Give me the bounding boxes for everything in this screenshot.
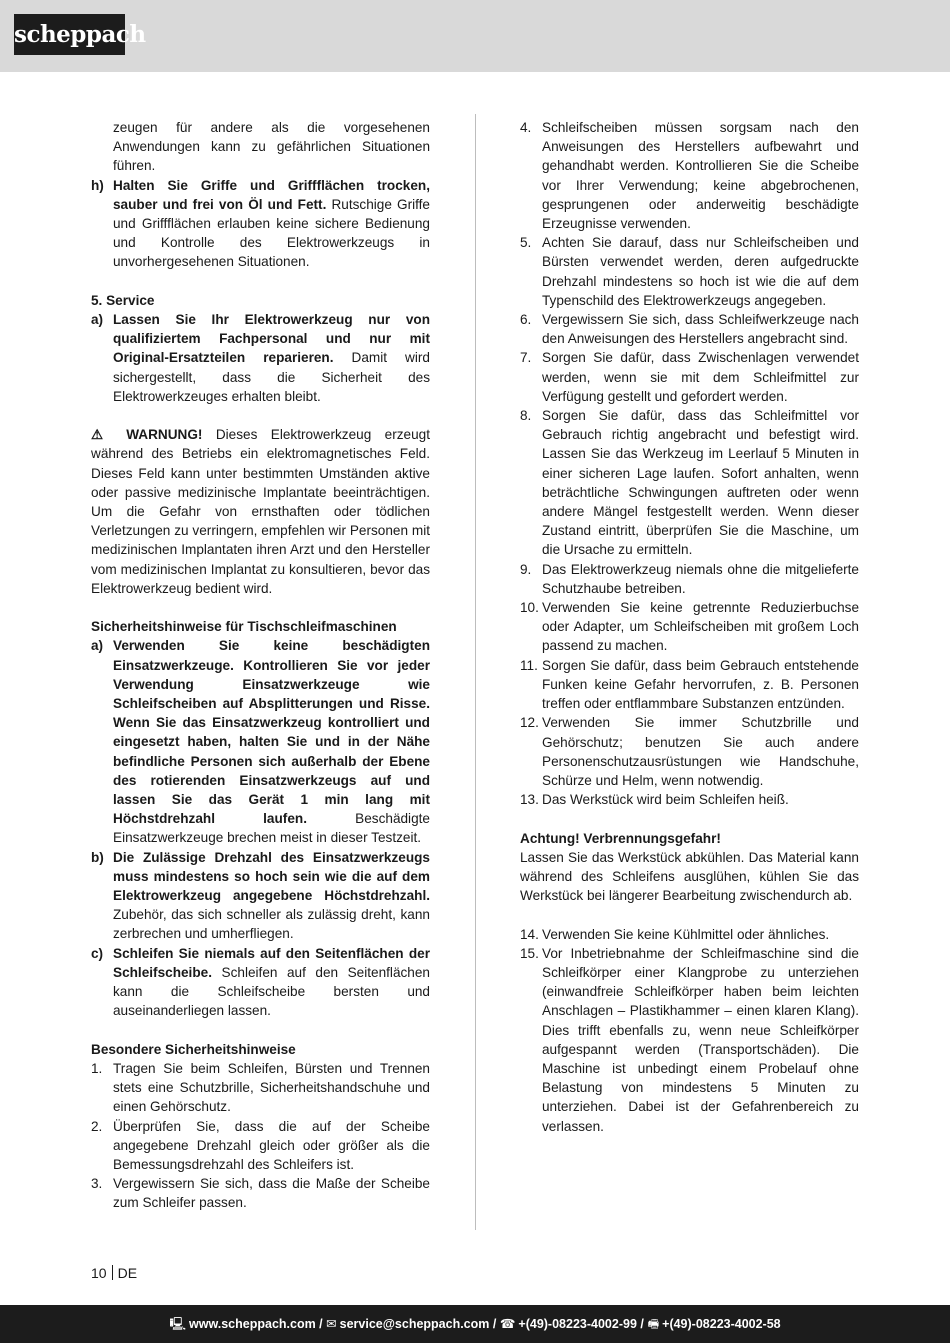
item-text: Vor Inbetriebnahme der Schleifmaschine sind die Schleifkörper einer Klangprobe zu unterziehen (einwandfreie Schleifkörper haben beim leichten Anschlagen – Plastikhammer – einen klaren Klang). Dies trifft ebenfalls zu, wenn neue Schleifkörper aufgespannt werden (Transportschäden). Die Maschine ist unbedingt einem Probelauf ohne Belastung von mindestens 5 Minuten zu unterziehen. Dabei ist der Gefahrenbereich zu verlassen. <box>542 945 859 1134</box>
list-item-9 <box>520 560 859 598</box>
computer-icon: 🖳 <box>169 1317 187 1331</box>
phone-icon: ☎ <box>499 1317 516 1331</box>
list-item-besondere-3 <box>91 1174 430 1212</box>
item-text: Vergewissern Sie sich, dass die Maße der Scheibe zum Schleifer passen. <box>113 1176 430 1211</box>
item-marker: a) <box>91 638 104 654</box>
item-text: Das Werkstück wird beim Schleifen heiß. <box>542 792 789 808</box>
list-item-12 <box>520 713 859 790</box>
section-heading-besondere: Besondere Sicherheitshinweise <box>91 1041 296 1057</box>
item-marker: b) <box>91 849 104 865</box>
item-marker: 6. <box>520 312 532 328</box>
list-item-4 <box>520 118 859 233</box>
scheppach-logo: scheppach <box>14 14 125 55</box>
list-item-7 <box>520 348 859 406</box>
item-marker: 5. <box>520 235 532 251</box>
item-text: Achten Sie darauf, dass nur Schleifscheiben und Bürsten verwendet werden, deren aufgedruckte Drehzahl mindestens so hoch ist wie die auf dem Typenschild des Elektrowerkzeugs angegeben. <box>542 235 859 308</box>
page-number: 10 <box>91 1265 107 1281</box>
item-bold-text: Lassen Sie Ihr Elektrowerkzeug nur von qualifiziertem Fachpersonal und nur mit Original-Ersatzteilen reparieren. <box>113 312 430 366</box>
item-text: Überprüfen Sie, dass die auf der Scheibe angegebene Drehzahl gleich oder größer als die Bemessungsdrehzahl des Schleifers ist. <box>113 1118 430 1172</box>
item-marker: h) <box>91 177 104 193</box>
item-text: Damit wird sichergestellt, dass die Sicherheit des Elektrowerkzeuges erhalten bleibt. <box>113 350 430 404</box>
item-marker: 12. <box>520 715 539 731</box>
item-text: Verwenden Sie keine Kühlmittel oder ähnliches. <box>542 926 830 942</box>
warning-paragraph <box>91 425 430 598</box>
item-marker: 9. <box>520 561 532 577</box>
item-text: Beschädigte Einsatzwerkzeuge brechen meist in dieser Testzeit. <box>113 811 430 846</box>
item-marker: 11. <box>520 657 538 673</box>
item-text: Zubehör, das sich schneller als zulässig dreht, kann zerbrechen und umherfliegen. <box>113 907 430 942</box>
item-marker: 8. <box>520 408 532 424</box>
item-text: Sorgen Sie dafür, dass das Schleifmittel vor Gebrauch richtig angebracht und befestigt wird. Lassen Sie das Werkzeug im Leerlauf 5 Minuten in einer sicheren Lage laufen. Sofort anhalten, wenn beträchtliche Schwingungen auftreten oder wenn andere Mängel festgestellt werden. Wenn dieser Zustand eintritt, überprüfen Sie die Maschine, um die Ursache zu ermitteln. <box>542 408 859 558</box>
warning-text: Dieses Elektrowerkzeug erzeugt während des Betriebs ein elektromagnetisches Feld. Dieses Feld kann unter bestimmten Umständen aktive oder passive medizinische Implantate beeinträchtigen. Um die Gefahr von ernsthaften oder tödlichen Verletzungen zu verringern, empfehlen wir Personen mit medizinischen Implantaten ihren Arzt und den Hersteller vom medizinischen Implantat zu konsultieren, bevor das Elektrowerkzeug bedient wird. <box>91 427 430 596</box>
list-item-11 <box>520 656 859 714</box>
item-marker: 3. <box>91 1176 103 1192</box>
section-heading-achtung: Achtung! Verbrennungsgefahr! <box>520 830 721 846</box>
right-column <box>520 118 859 1136</box>
item-marker: 1. <box>91 1060 103 1076</box>
list-item-10 <box>520 598 859 656</box>
list-item-tisch-a <box>91 636 430 847</box>
item-marker: 14. <box>520 926 539 942</box>
page-number-area <box>91 1264 137 1283</box>
item-marker: 15. <box>520 945 539 961</box>
section-heading-tischschleif: Sicherheitshinweise für Tischschleifmaschinen <box>91 619 397 635</box>
item-text: Schleifen auf den Seitenflächen kann die Schleifscheibe bersten und auseinanderliegen lassen. <box>113 964 430 1019</box>
item-text: Rutschige Griffe und Griffflächen erlauben keine sichere Bedienung und Kontrolle des Elektrowerkzeugs in unvorhergesehenen Situationen. <box>113 196 430 270</box>
footer-email[interactable]: service@scheppach.com / <box>339 1317 497 1331</box>
item-marker: 2. <box>91 1118 103 1134</box>
list-item-tisch-b <box>91 848 430 944</box>
list-item-h <box>91 176 430 272</box>
list-item-13 <box>520 790 859 809</box>
item-marker: c) <box>91 945 104 961</box>
column-divider <box>475 114 476 1230</box>
achtung-text: Lassen Sie das Werkstück abkühlen. Das Material kann während des Schleifens ausglühen, kühlen Sie das Werkstück bei längerer Bearbeitung zwischendurch ab. <box>520 849 859 904</box>
list-item-14 <box>520 925 859 944</box>
item-marker: 4. <box>520 120 532 135</box>
list-item-5 <box>520 233 859 310</box>
page-language: DE <box>117 1265 138 1281</box>
list-item-besondere-1 <box>91 1059 430 1117</box>
item-marker: 10. <box>520 600 539 616</box>
item-text: Das Elektrowerkzeug niemals ohne die mitgelieferte Schutzhaube betreiben. <box>542 561 859 596</box>
contact-footer <box>0 1305 950 1343</box>
item-marker: a) <box>91 312 104 328</box>
page-header <box>0 0 950 72</box>
list-item-15 <box>520 944 859 1136</box>
item-bold-text: Halten Sie Griffe und Griffflächen trocken, sauber und frei von Öl und Fett. <box>113 177 430 212</box>
section-heading-service: 5. Service <box>91 292 155 308</box>
item-g-continuation: zeugen für andere als die vorgesehenen Anwendungen kann zu gefährlichen Situationen führen. <box>113 120 430 174</box>
warning-label: WARNUNG! <box>126 427 203 443</box>
item-marker: 7. <box>520 350 532 366</box>
mail-icon: ✉ <box>326 1317 337 1331</box>
list-item-6 <box>520 310 859 348</box>
list-item-besondere-2 <box>91 1117 430 1175</box>
page-separator <box>112 1265 113 1280</box>
left-column <box>91 118 430 1213</box>
item-bold-text: Verwenden Sie keine beschädigten Einsatzwerkzeuge. Kontrollieren Sie vor jeder Verwendung Einsatzwerkzeuge wie Schleifscheiben auf Absplitterungen und Risse. Wenn Sie das Einsatzwerkzeug kontrolliert und eingesetzt haben, halten Sie und in der Nähe befindliche Personen sich außerhalb der Ebene des rotierenden Einsatzwerkzeugs auf und lassen Sie das Gerät 1 min lang mit Höchstdrehzahl laufen. <box>113 638 430 827</box>
item-text: Verwenden Sie keine getrennte Reduzierbuchse oder Adapter, um Schleifscheiben mit großem Loch passend zu machen. <box>542 600 859 654</box>
footer-website[interactable]: www.scheppach.com / <box>189 1317 323 1331</box>
footer-phone: +(49)-08223-4002-99 / <box>518 1317 644 1331</box>
item-text: Vergewissern Sie sich, dass Schleifwerkzeuge nach den Anweisungen des Herstellers angebracht sind. <box>542 312 859 347</box>
item-text: Sorgen Sie dafür, dass Zwischenlagen verwendet werden, wenn sie mit dem Schleifmittel zur Verfügung gestellt und gefordert werden. <box>542 350 859 404</box>
list-item-8 <box>520 406 859 560</box>
item-marker: 13. <box>520 792 539 808</box>
item-bold-text: Die Zulässige Drehzahl des Einsatzwerkzeugs muss mindestens so hoch sein wie die auf dem Elektrowerkzeug angegebene Höchstdrehzahl. <box>113 849 430 904</box>
footer-fax: +(49)-08223-4002-58 <box>662 1317 781 1331</box>
item-text: Sorgen Sie dafür, dass beim Gebrauch entstehende Funken keine Gefahr hervorrufen, z. B. Personen treffen oder entflammbare Substanzen entzünden. <box>542 657 859 712</box>
list-item-service-a <box>91 310 430 406</box>
item-text: Schleifscheiben müssen sorgsam nach den Anweisungen des Herstellers aufbewahrt und gehandhabt werden. Kontrollieren Sie die Scheibe vor Ihrer Verwendung; keine abgebrochenen, gesprungenen oder anderweitig beschädigte Erzeugnisse verwenden. <box>542 120 859 232</box>
item-bold-text: Schleifen Sie niemals auf den Seitenflächen der Schleifscheibe. <box>113 945 430 980</box>
item-text: Verwenden Sie immer Schutzbrille und Gehörschutz; benutzen Sie auch andere Personenschutzausrüstungen wie Handschuhe, Schürze und Helm, wenn notwendig. <box>542 715 859 788</box>
warning-icon: ⚠ <box>91 427 113 443</box>
fax-icon: 🖷 <box>647 1317 660 1331</box>
list-item-tisch-c <box>91 944 430 1021</box>
item-text: Tragen Sie beim Schleifen, Bürsten und Trennen stets eine Schutzbrille, Sicherheitshandschuhe und einen Gehörschutz. <box>113 1060 430 1115</box>
